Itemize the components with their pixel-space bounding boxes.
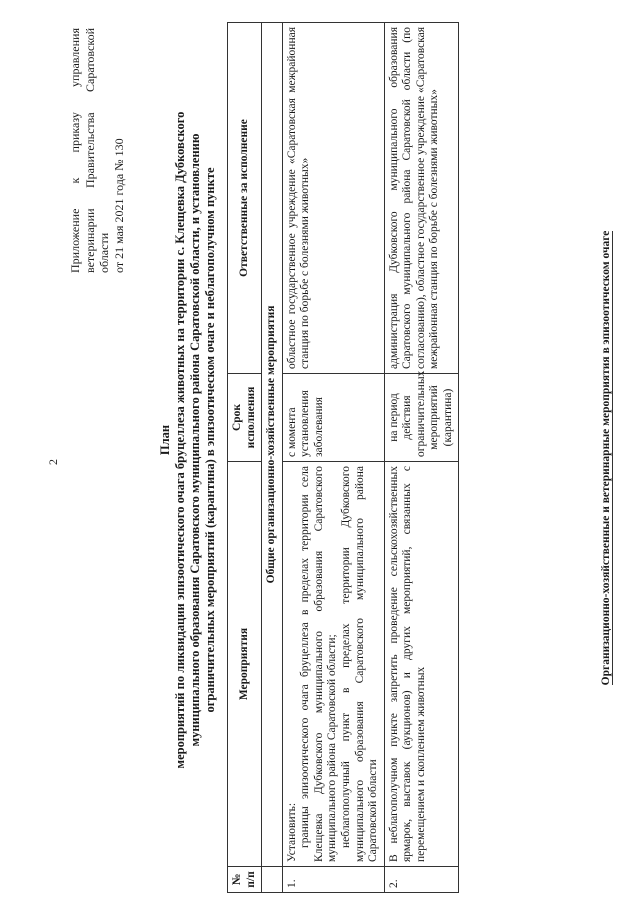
appendix-line-3: области — [97, 232, 112, 273]
appendix-word: управления — [68, 28, 82, 87]
plan-table — [227, 22, 459, 893]
activity-line: В неблагополучном пункте запретить проведение сельскохозяйственных ярмарок, выставок (аукционов) и других мероприятий, связанных с перемещением и скоплением животных — [387, 466, 427, 862]
activity-line: границы эпизоотического очага бруцеллеза в пределах территории села Клещевка Дубковского муниципального образования Саратовского муниципального района Саратовской области; — [299, 466, 339, 862]
row-responsible: администрация Дубковского муниципального образования Саратовского муниципального района Саратовской области (по согласованию), областное государственное учреждение «Саратовская межрайонная станция по борьбе с болезнями животных» — [384, 23, 459, 374]
page-number: 2 — [46, 459, 60, 465]
section-row — [262, 23, 283, 893]
header-activity: Мероприятия — [228, 462, 262, 867]
header-num: № п/п — [228, 867, 262, 893]
table-header-row — [228, 23, 262, 893]
plan-title — [158, 35, 218, 845]
row-activity — [384, 462, 459, 867]
header-responsible: Ответственные за исполнение — [228, 23, 262, 374]
appendix-line-2 — [83, 28, 98, 273]
table-row — [384, 23, 459, 893]
activity-line: Установить: — [285, 802, 298, 862]
appendix-word: Приложение — [68, 208, 82, 273]
appendix-word: ветеринарии — [82, 208, 97, 273]
row-num: 2. — [384, 867, 459, 893]
row-term: с момента установления заболевания — [282, 374, 384, 462]
row-responsible: областное государственное учреждение «Саратовская межрайонная станция по борьбе с болезнями животных» — [282, 23, 384, 374]
row-activity — [282, 462, 384, 867]
plan-heading: План — [158, 424, 172, 456]
section-next-title — [600, 23, 614, 893]
section-next-label: Организационно-хозяйственные и ветеринарные мероприятия в эпизоотическом очаге — [600, 230, 612, 686]
appendix-note — [68, 28, 127, 273]
plan-title-line: муниципального образования Саратовского муниципального района Саратовской области, и установлению — [188, 133, 202, 747]
table-row — [282, 23, 384, 893]
appendix-line-1 — [68, 28, 83, 273]
appendix-line-4: от 21 мая 2021 года № 130 — [111, 138, 126, 273]
appendix-word: Правительства — [82, 112, 97, 188]
plan-title-line: ограничительных мероприятий (карантина) в эпизоотическом очаге и неблагополучном пункте — [203, 167, 217, 713]
header-term: Срок исполнения — [228, 374, 262, 462]
appendix-word: приказу — [68, 112, 82, 153]
section-general-title: Общие организационно-хозяйственные мероприятия — [262, 23, 283, 867]
appendix-word: к — [68, 177, 82, 184]
activity-line: неблагополучный пункт в пределах территории Дубковского муниципального образования Саратовского муниципального района Саратовской области — [339, 466, 380, 862]
row-num: 1. — [282, 867, 384, 893]
row-term: на период действия ограничительных мероприятий (карантина) — [384, 374, 459, 462]
appendix-word: Саратовской — [82, 28, 97, 92]
plan-title-line: мероприятий по ликвидации эпизоотического очага бруцеллеза животных на территории с. Клещевка Дубковского — [173, 111, 187, 769]
